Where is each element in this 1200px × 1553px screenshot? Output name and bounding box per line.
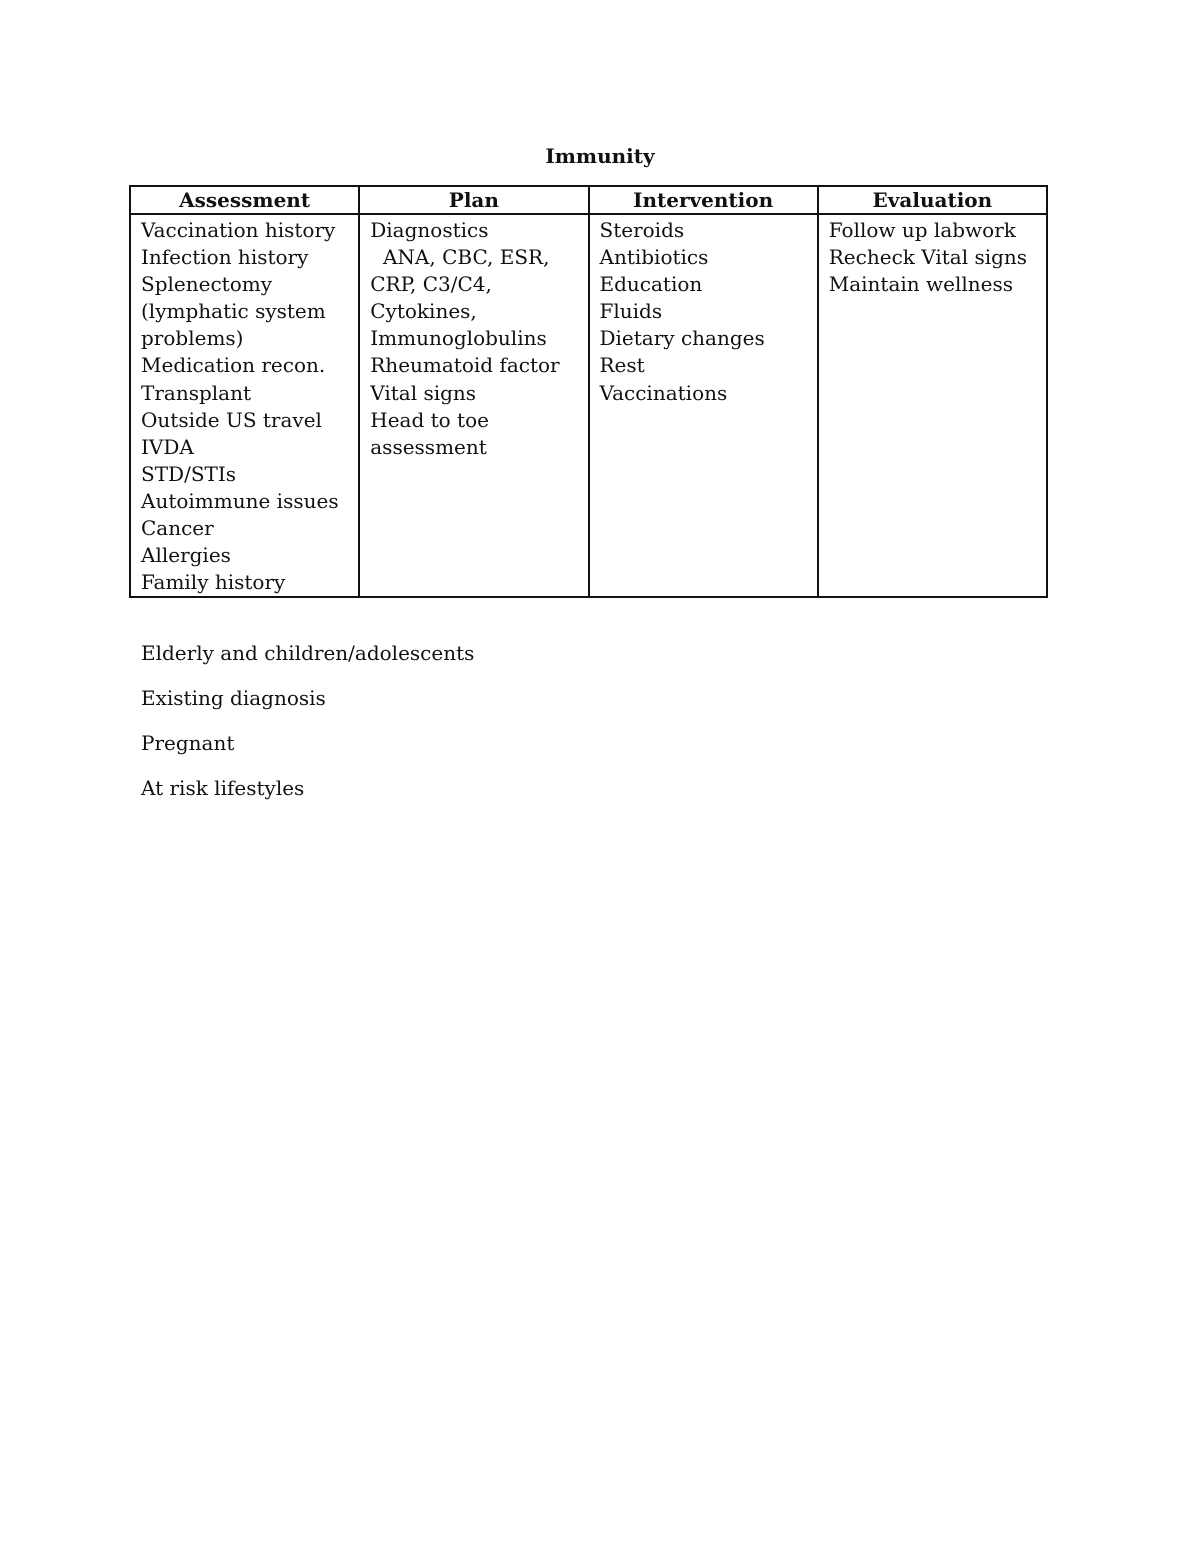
header-plan: Plan: [359, 186, 588, 214]
cell-line: Maintain wellness: [828, 272, 1014, 297]
cell-line: Follow up labwork: [828, 218, 1016, 242]
cell-line: Outside US travel: [141, 407, 322, 432]
cell-line: problems): [141, 326, 244, 351]
header-assessment: Assessment: [130, 186, 359, 214]
table-body-row: [130, 214, 1047, 597]
cell-line: Head to toe: [370, 407, 489, 432]
intervention-cell: [589, 214, 818, 597]
cell-line: Education: [599, 272, 703, 297]
cell-line: Antibiotics: [599, 245, 709, 270]
cell-line: Vaccination history: [141, 218, 336, 242]
cell-line: (lymphatic system: [141, 299, 326, 324]
cell-line: ANA, CBC, ESR,: [370, 245, 550, 270]
evaluation-cell: [818, 214, 1047, 597]
cell-line: IVDA: [141, 434, 194, 459]
cell-line: Dietary changes: [599, 326, 765, 351]
cell-line: Immunoglobulins: [370, 326, 547, 351]
header-intervention: Intervention: [589, 186, 818, 214]
cell-line: Infection history: [141, 245, 309, 270]
risk-group-item: At risk lifestyles: [141, 776, 305, 800]
table-header-row: [130, 186, 1047, 214]
cell-line: Transplant: [141, 380, 252, 405]
header-evaluation: Evaluation: [818, 186, 1047, 214]
cell-line: Diagnostics: [370, 218, 489, 242]
cell-line: Rest: [599, 353, 645, 378]
cell-line: Fluids: [599, 299, 663, 324]
cell-line: Medication recon.: [141, 353, 326, 378]
cell-line: assessment: [370, 434, 487, 459]
cell-line: Splenectomy: [141, 272, 272, 297]
cell-line: Rheumatoid factor: [370, 353, 560, 378]
risk-group-item: Pregnant: [141, 731, 235, 755]
cell-line: Family history: [141, 570, 286, 595]
cell-line: Allergies: [141, 543, 231, 568]
cell-line: STD/STIs: [141, 461, 237, 486]
cell-line: Cancer: [141, 516, 214, 541]
cell-line: CRP, C3/C4,: [370, 272, 492, 297]
page-title: Immunity: [545, 144, 655, 168]
risk-groups-list: [141, 640, 474, 820]
cell-line: Autoimmune issues: [141, 488, 339, 513]
care-plan-table: [129, 185, 1048, 598]
assessment-cell: [130, 214, 359, 597]
cell-line: Recheck Vital signs: [828, 245, 1028, 270]
cell-line: Vital signs: [370, 380, 477, 405]
risk-group-item: Elderly and children/adolescents: [141, 641, 475, 665]
cell-line: Vaccinations: [599, 380, 728, 405]
cell-line: Steroids: [599, 218, 685, 242]
cell-line: Cytokines,: [370, 299, 477, 324]
plan-cell: [359, 214, 588, 597]
risk-group-item: Existing diagnosis: [141, 686, 326, 710]
